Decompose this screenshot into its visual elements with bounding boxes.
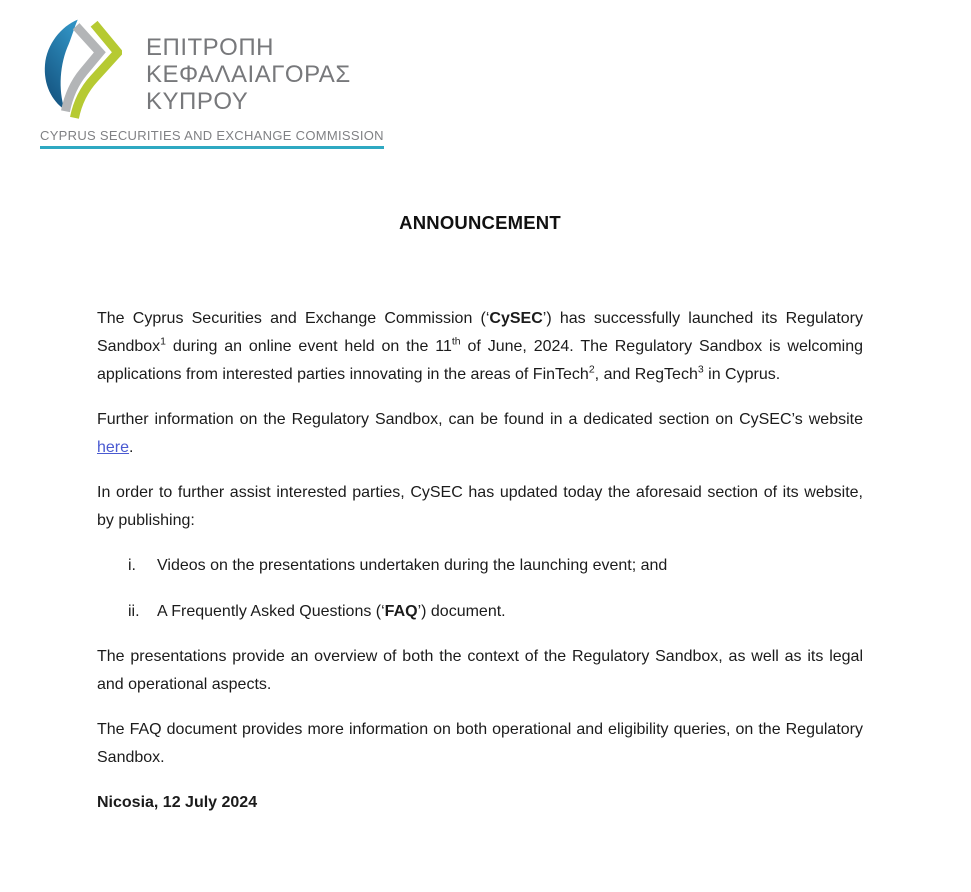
text-run: A Frequently Asked Questions (‘ [157, 603, 385, 620]
paragraph-presentations-overview [97, 643, 863, 699]
cysec-logo-mark-icon [40, 18, 122, 126]
logo-english-caption: CYPRUS SECURITIES AND EXCHANGE COMMISSION [40, 128, 384, 149]
list-item-faq [97, 598, 863, 626]
date-line: Nicosia, 12 July 2024 [97, 794, 258, 811]
text-run: The Cyprus Securities and Exchange Commission (‘ [97, 310, 490, 327]
logo-row [40, 18, 384, 126]
paragraph-faq-details [97, 716, 863, 772]
logo-greek-line-3: ΚΥΠΡΟΥ [146, 88, 249, 115]
text-run: In order to further assist interested parties, CySEC has updated today the aforesaid section of its website, by publishing: [97, 484, 863, 529]
list-marker-ii: ii. [128, 603, 140, 620]
text-run: The FAQ document provides more information on both operational and eligibility queries, on the Regulatory Sandbox. [97, 721, 863, 766]
text-run: ’) document. [417, 603, 506, 620]
paragraph-website-update [97, 479, 863, 535]
text-run: FAQ [384, 603, 418, 620]
text-run: Further information on the Regulatory Sandbox, can be found in a dedicated section on CySEC’s website [97, 411, 863, 428]
announcement-title: ANNOUNCEMENT [399, 212, 561, 233]
text-run: ’) has successfully launched its Regulatory Sandbox [97, 310, 863, 355]
footnote-ref-1: 1 [160, 335, 167, 348]
list-item-videos-text [157, 552, 863, 580]
list-item-videos [97, 552, 863, 580]
logo-greek-name [146, 18, 351, 115]
paragraph-sandbox-launch [97, 305, 863, 389]
footnote-ref-3: 3 [697, 363, 704, 376]
text-run: CySEC [489, 310, 543, 327]
document-body [97, 212, 863, 834]
text-run: , and RegTech [594, 366, 698, 383]
text-run: of June, 2024. The Regulatory Sandbox is welcoming applications from interested parties innovating in the areas of FinTech [97, 338, 863, 383]
logo-greek-line-2: ΚΕΦΑΛΑΙΑΓΟΡΑΣ [146, 61, 351, 88]
text-run: The presentations provide an overview of both the context of the Regulatory Sandbox, as well as its legal and operational aspects. [97, 648, 863, 693]
published-items-list [97, 552, 863, 626]
text-run: . [129, 439, 134, 456]
text-run: in Cyprus. [703, 366, 781, 383]
cysec-logo [40, 18, 384, 149]
text-run: Videos on the presentations undertaken during the launching event; and [157, 557, 668, 574]
paragraph-further-information [97, 406, 863, 462]
logo-greek-line-1: ΕΠΙΤΡΟΠΗ [146, 34, 275, 61]
footnote-ref-2: 2 [588, 363, 595, 376]
list-marker-i: i. [128, 557, 136, 574]
list-item-faq-text [157, 598, 863, 626]
ordinal-superscript: th [451, 335, 461, 348]
text-run: during an online event held on the 11 [166, 338, 452, 355]
website-here-link[interactable]: here [97, 439, 130, 456]
